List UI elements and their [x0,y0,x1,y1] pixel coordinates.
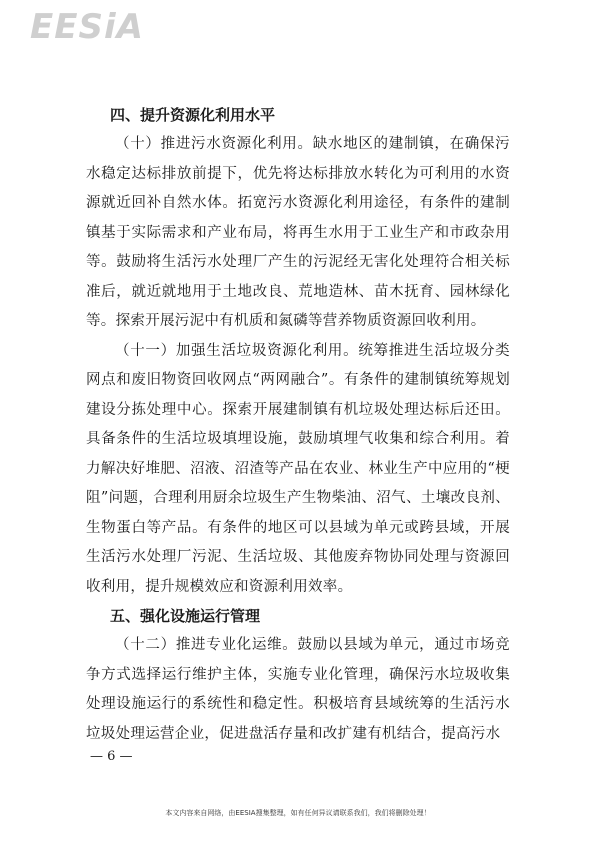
paragraph-12: （十二）推进专业化运维。鼓励以县域为单元，通过市场竞争方式选择运行维护主体，实施专业化管理，确保污水垃圾收集处理设施运行的系统性和稳定性。积极培育县域统筹的生活污水垃圾处理运营企业，促进盘活存量和改扩建有机结合，提高污水 [86,637,510,742]
eesia-logo: EESiA [30,7,144,47]
document-body [86,101,510,749]
footer-disclaimer: 本文内容来自网络，由EESIA搜集整理，如有任何异议请联系我们，我们将删除处理！ [165,809,431,817]
section-heading-5: 五、强化设施运行管理 [110,607,261,625]
page-number: — 6 — [90,749,133,764]
paragraph-11: （十一）加强生活垃圾资源化利用。统筹推进生活垃圾分类网点和废旧物资回收网点“两网融合”。有条件的建制镇统筹规划建设分拣处理中心。探索开展建制镇有机垃圾处理达标后还田。具备条件的生活垃圾填埋设施，鼓励填埋气收集和综合利用。着力解决好堆肥、沼液、沼渣等产品在农业、林业生产中应用的“梗阻”问题，合理利用厨余垃圾生产生物柴油、沼气、土壤改良剂、生物蛋白等产品。有条件的地区可以县域为单元或跨县域，开展生活污水处理厂污泥、生活垃圾、其他废弃物协同处理与资源回收利用，提升规模效应和资源利用效率。 [86,342,510,595]
paragraph-10: （十）推进污水资源化利用。缺水地区的建制镇，在确保污水稳定达标排放前提下，优先将达标排放水转化为可利用的水资源就近回补自然水体。拓宽污水资源化利用途径，有条件的建制镇基于实际需求和产业布局，将再生水用于工业生产和市政杂用等。鼓励将生活污水处理厂产生的污泥经无害化处理符合相关标准后，就近就地用于土地改良、荒地造林、苗木抚育、园林绿化等。探索开展污泥中有机质和氮磷等营养物质资源回收利用。 [86,136,510,329]
section-heading-4: 四、提升资源化利用水平 [110,106,276,124]
